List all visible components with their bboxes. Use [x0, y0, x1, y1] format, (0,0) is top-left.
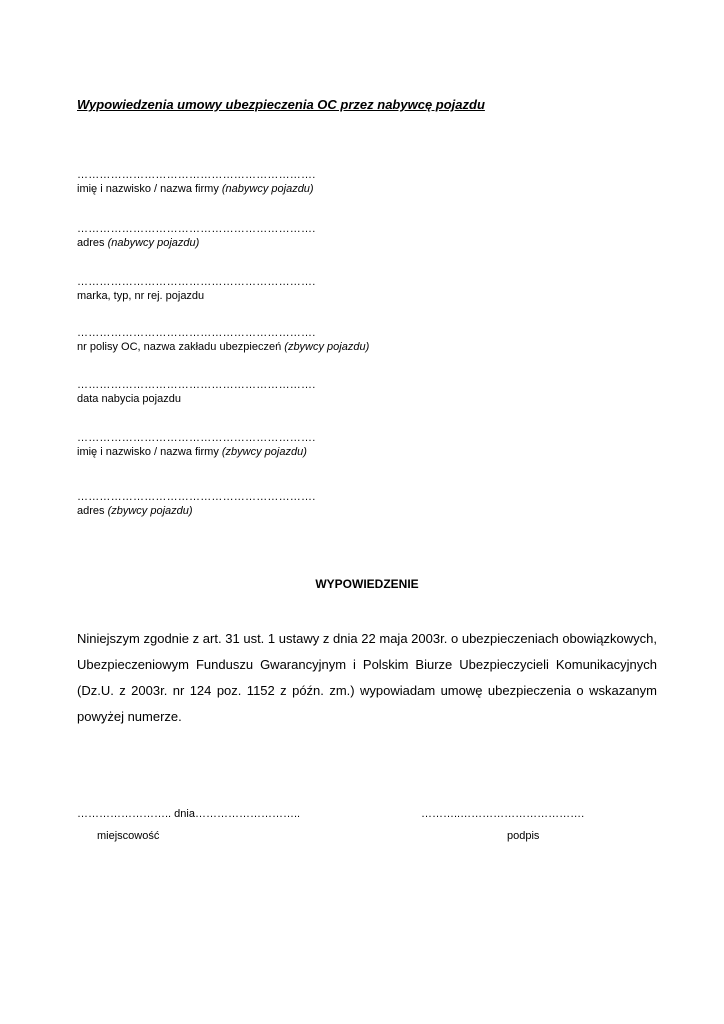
field-label: adres (nabywcy pojazdu) [77, 237, 200, 249]
field-buyer-address [77, 222, 315, 250]
fill-line: ………………………………………………………. [77, 276, 316, 288]
field-label: imię i nazwisko / nazwa firmy (zbywcy pojazdu) [77, 446, 307, 458]
signature-label: podpis [507, 830, 540, 842]
fill-line: ………………………………………………………. [77, 432, 316, 444]
field-label: imię i nazwisko / nazwa firmy (nabywcy pojazdu) [77, 183, 314, 195]
fill-line: ………………………………………………………. [77, 327, 316, 339]
place-label: miejscowość [97, 830, 160, 842]
field-label: data nabycia pojazdu [77, 393, 181, 405]
section-heading: WYPOWIEDZENIE [315, 577, 419, 591]
field-label: marka, typ, nr rej. pojazdu [77, 290, 205, 302]
fill-line: ………………………………………………………. [77, 223, 316, 235]
field-label: nr polisy OC, nazwa zakładu ubezpieczeń (zbywcy pojazdu) [77, 341, 370, 353]
fill-line: ………………………………………………………. [77, 491, 316, 503]
document-title: Wypowiedzenia umowy ubezpieczenia OC przez nabywcę pojazdu [77, 97, 485, 112]
place-date-line: …………………….. dnia……………………….. [77, 808, 301, 820]
field-vehicle [77, 275, 315, 303]
signature-line: ………..……………………………. [421, 808, 585, 820]
fill-line: ………………………………………………………. [77, 169, 316, 181]
field-label: adres (zbywcy pojazdu) [77, 505, 193, 517]
field-seller-name [77, 431, 315, 459]
field-buyer-name [77, 168, 315, 196]
field-policy [77, 326, 369, 354]
field-purchase-date [77, 378, 315, 406]
field-seller-address [77, 490, 315, 518]
body-paragraph: Niniejszym zgodnie z art. 31 ust. 1 ustawy z dnia 22 maja 2003r. o ubezpieczeniach obowiązkowych, Ubezpieczeniowym Funduszu Gwarancyjnym i Polskim Biurze Ubezpieczycieli Komunikacyjnych (Dz.U. z 2003r. nr 124 poz. 1152 z późn. zm.) wypowiadam umowę ubezpieczenia o wskazanym powyżej numerze. [77, 631, 657, 724]
fill-line: ………………………………………………………. [77, 379, 316, 391]
